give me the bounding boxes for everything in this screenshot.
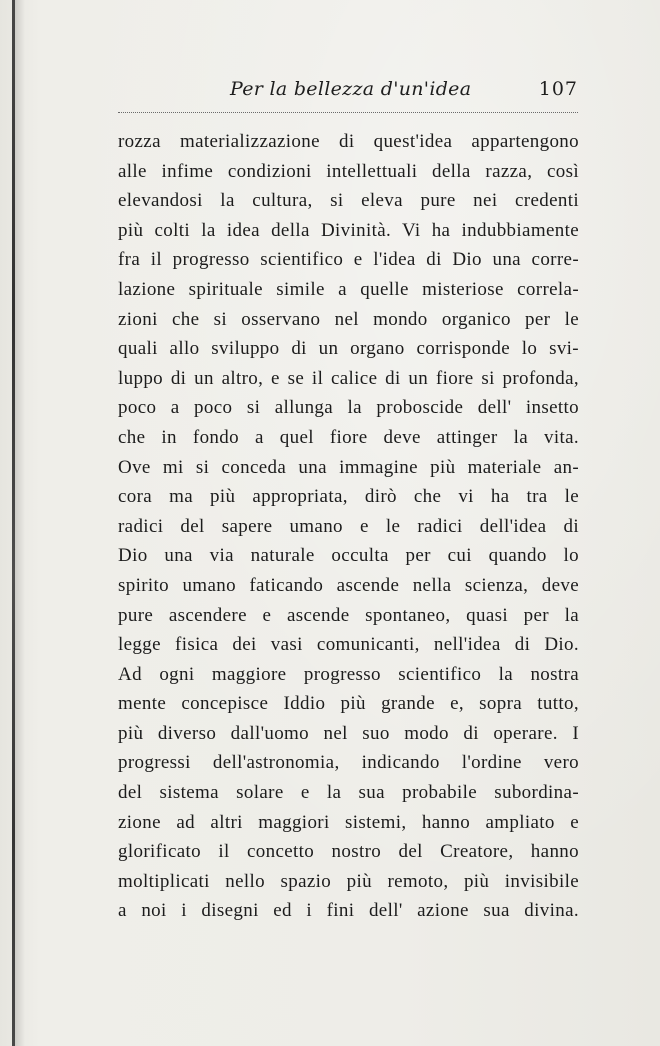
text-line: Ad ogni maggiore progresso scientifico la nostra	[118, 663, 579, 685]
text-line: spirito umano faticando ascende nella scienza, deve	[118, 574, 579, 596]
text-line: radici del sapere umano e le radici dell'idea di	[118, 515, 579, 537]
text-line: zioni che si osservano nel mondo organico per le	[118, 308, 579, 330]
text-line: legge fisica dei vasi comunicanti, nell'idea di Dio.	[118, 634, 579, 656]
text-line: zione ad altri maggiori sistemi, hanno ampliato e	[118, 811, 579, 833]
text-line: elevandosi la cultura, si eleva pure nei credenti	[118, 190, 579, 212]
text-line: che in fondo a quel fiore deve attinger la vita.	[118, 426, 579, 448]
text-line: fra il progresso scientifico e l'idea di Dio una corre-	[118, 249, 579, 271]
text-line: poco a poco si allunga la proboscide dell' insetto	[118, 397, 579, 419]
body-text	[118, 127, 579, 926]
text-line: Ove mi si conceda una immagine più materiale an-	[118, 456, 579, 478]
running-title: Per la bellezza d'un'idea	[230, 78, 472, 100]
text-line: Dio una via naturale occulta per cui quando lo	[118, 545, 579, 567]
text-line: pure ascendere e ascende spontaneo, quasi per la	[118, 604, 579, 626]
text-line: del sistema solare e la sua probabile subordina-	[118, 782, 579, 804]
text-line: progressi dell'astronomia, indicando l'ordine vero	[118, 752, 579, 774]
text-line: rozza materializzazione di quest'idea appartengono	[118, 131, 579, 152]
text-line: glorificato il concetto nostro del Creatore, hanno	[118, 841, 579, 863]
text-line: alle infime condizioni intellettuali della razza, così	[118, 160, 579, 182]
page-number: 107	[538, 78, 578, 100]
header-dotted-rule	[118, 112, 578, 113]
text-line: lazione spirituale simile a quelle misteriose correla-	[118, 278, 579, 300]
text-line: mente concepisce Iddio più grande e, sopra tutto,	[118, 693, 579, 715]
binding-shadow	[15, 0, 25, 1046]
text-line: più diverso dall'uomo nel suo modo di operare. I	[118, 722, 579, 744]
text-line: luppo di un altro, e se il calice di un fiore si profonda,	[118, 367, 579, 389]
text-line: moltiplicati nello spazio più remoto, più invisibile	[118, 870, 579, 892]
page-header	[118, 76, 578, 112]
text-line: cora ma più appropriata, dirò che vi ha tra le	[118, 486, 579, 508]
text-line: più colti la idea della Divinità. Vi ha indubbiamente	[118, 219, 579, 241]
text-line: a noi i disegni ed i fini dell' azione sua divina.	[118, 900, 579, 922]
text-line: quali allo sviluppo di un organo corrisponde lo svi-	[118, 338, 579, 360]
